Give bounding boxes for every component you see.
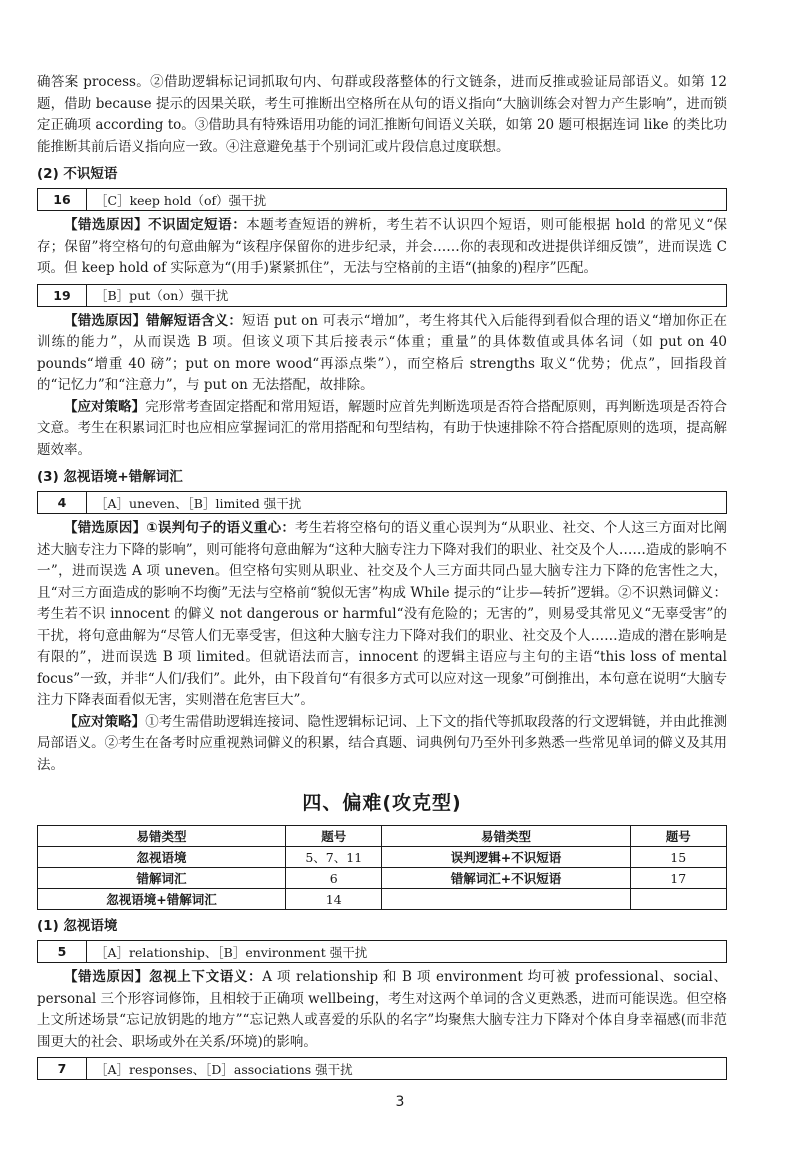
question-number: 5 <box>38 941 87 962</box>
page-content <box>37 72 727 1084</box>
table-cell: 6 <box>286 868 382 889</box>
distractor-option: ［A］uneven、［B］limited 强干扰 <box>95 495 302 511</box>
distractor-option: ［C］keep hold（of）强干扰 <box>95 192 267 208</box>
error-type-table <box>37 825 727 910</box>
table-cell <box>382 889 630 910</box>
distractor-option: ［A］responses、［D］associations 强干扰 <box>95 1061 353 1077</box>
question-number: 7 <box>38 1058 87 1079</box>
table-cell: 误判逻辑+不识短语 <box>382 847 630 868</box>
table-header: 题号 <box>630 826 726 847</box>
table-cell: 15 <box>630 847 726 868</box>
reason-text: 短语 put on 可表示“增加”，考生将其代入后能得到看似合理的语义“增加你正在训练的能力”，从而误选 B 项。但该义项下其后接表示“体重；重量”的具体数值或具体名词（如 put on 40 pounds“增重 40 磅”；put on more wood“再添点柴”），而空格后 strengths 取义“优势；优点”，回指段首的“记忆力”和“注意力”，与 put on 无法搭配，故排除。 <box>37 312 727 393</box>
strategy-text: ①考生需借助逻辑连接词、隐性逻辑标记词、上下文的指代等抓取段落的行文逻辑链，并由此推测局部语义。②考生在备考时应重视熟词僻义的积累，结合真题、词典例句乃至外刊多熟悉一些常见单词的僻义及其用法。 <box>37 713 727 773</box>
reason-text: 本题考查短语的辨析，考生若不认识四个短语，则可能根据 hold 的常见义“保存；保留”将空格句的句意曲解为“该程序保留你的进步纪录，并会……你的表现和改进提供详细反馈”，进而误选 C 项。但 keep hold of 实际意为“(用手)紧紧抓住”，无法与空格前的主语“(抽象的)程序”匹配。 <box>37 217 728 276</box>
table-row <box>38 889 727 910</box>
reason-label: 【错选原因】①误判句子的语义重心： <box>64 520 296 536</box>
analysis-5 <box>37 967 727 1053</box>
reason-label: 【错选原因】不识固定短语： <box>64 217 247 233</box>
question-box-4 <box>37 491 727 514</box>
question-box-7 <box>37 1057 727 1080</box>
table-cell: 忽视语境+错解词汇 <box>38 889 286 910</box>
analysis-16 <box>37 215 727 280</box>
distractor-option: ［A］relationship、［B］environment 强干扰 <box>95 944 368 960</box>
strategy-label: 【应对策略】 <box>64 398 146 415</box>
analysis-19 <box>37 311 727 397</box>
reason-text: A 项 relationship 和 B 项 environment 均可被 professional、social、personal 三个形容词修饰，且相较于正确项 wellbeing，考生对这两个单词的含义更熟悉，进而可能误选。但空格上文所述场景“忘记放钥匙的地方”“忘记熟人或喜爱的乐队的名字”均聚焦大脑专注力下降对个体自身幸福感(而非范围更大的社会、职场或外在关系/环境)的影响。 <box>37 969 728 1050</box>
distractor-option: ［B］put（on）强干扰 <box>95 288 229 303</box>
table-header: 易错类型 <box>382 826 630 847</box>
table-cell <box>630 889 726 910</box>
table-cell: 14 <box>286 889 382 910</box>
table-row <box>38 868 727 889</box>
table-cell: 忽视语境 <box>38 847 286 868</box>
strategy-text: 完形常考查固定搭配和常用短语，解题时应首先判断选项是否符合搭配原则，再判断选项是否符合文意。考生在积累词汇时也应相应掌握词汇的常用搭配和句型结构，有助于快速排除不符合搭配原则的选项，提高解题效率。 <box>37 398 727 458</box>
table-cell: 错解词汇 <box>38 868 286 889</box>
section-title-context-vocab: (3) 忽视语境+错解词汇 <box>37 469 183 485</box>
intro-paragraph: 确答案 process。②借助逻辑标记词抓取句内、句群或段落整体的行文链条，进而反推或验证局部语义。如第 12 题，借助 because 提示的因果关联，考生可推断出空格所在从句的语义指向“大脑训练会对智力产生影响”，进而锁定正确项 according to。③借助具有特殊语用功能的词汇推断句间语义关联，如第 20 题可根据连词 like 的类比功能推断其前后语义指向应一致。④注意避免基于个别词汇或片段信息过度联想。 <box>37 74 727 155</box>
question-number: 19 <box>38 285 87 306</box>
question-box-16 <box>37 188 727 211</box>
question-box-19 <box>37 284 727 307</box>
strategy-2 <box>37 712 727 777</box>
table-header: 题号 <box>286 826 382 847</box>
question-number: 4 <box>38 492 87 513</box>
question-box-5 <box>37 940 727 963</box>
reason-text: 考生若将空格句的语义重心误判为“从职业、社交、个人这三方面对比阐述大脑专注力下降的影响”，则可能将句意曲解为“这种大脑专注力下降对我们的职业、社交及个人……造成的影响不一”，进而误选 A 项 uneven。但空格句实则从职业、社交及个人三方面共同凸显大脑专注力下降的危害性之大，且“对三方面造成的影响不均衡”无法与空格前“貌似无害”构成 While 提示的“让步—转折”逻辑。②不识熟词僻义：考生若不识 innocent 的僻义 not dangerous or harmful“没有危险的；无害的”，则易受其常见义“无辜受害”的干扰，将句意曲解为“尽管人们无辜受害，但这种大脑专注力下降对我们的职业、社交及个人……造成的潜在影响是有限的”，进而误选 B 项 limited。但就语法而言，innocent 的逻辑主语应与主句的主语“this loss of mental focus”一致，并非“人们/我们”。此外，由下段首句“有很多方式可以应对这一现象”可倒推出，本句意在说明“大脑专注力下降表面看似无害，实则潜在危害巨大”。 <box>37 520 727 708</box>
section-title-phrases: (2) 不识短语 <box>37 166 118 182</box>
table-header-row <box>38 826 727 847</box>
section-heading: 四、偏难(攻克型) <box>302 792 462 814</box>
table-cell: 17 <box>630 868 726 889</box>
question-number: 16 <box>38 189 87 210</box>
page-number: 3 <box>395 1094 405 1110</box>
strategy-label: 【应对策略】 <box>64 713 146 730</box>
table-cell: 5、7、11 <box>286 847 382 868</box>
reason-label: 【错选原因】错解短语含义： <box>64 312 243 329</box>
section-title-context: (1) 忽视语境 <box>37 918 118 934</box>
table-cell: 错解词汇+不识短语 <box>382 868 630 889</box>
strategy-1 <box>37 397 727 462</box>
reason-label: 【错选原因】忽视上下文语义： <box>64 969 263 985</box>
table-header: 易错类型 <box>38 826 286 847</box>
analysis-4 <box>37 518 727 712</box>
table-row <box>38 847 727 868</box>
